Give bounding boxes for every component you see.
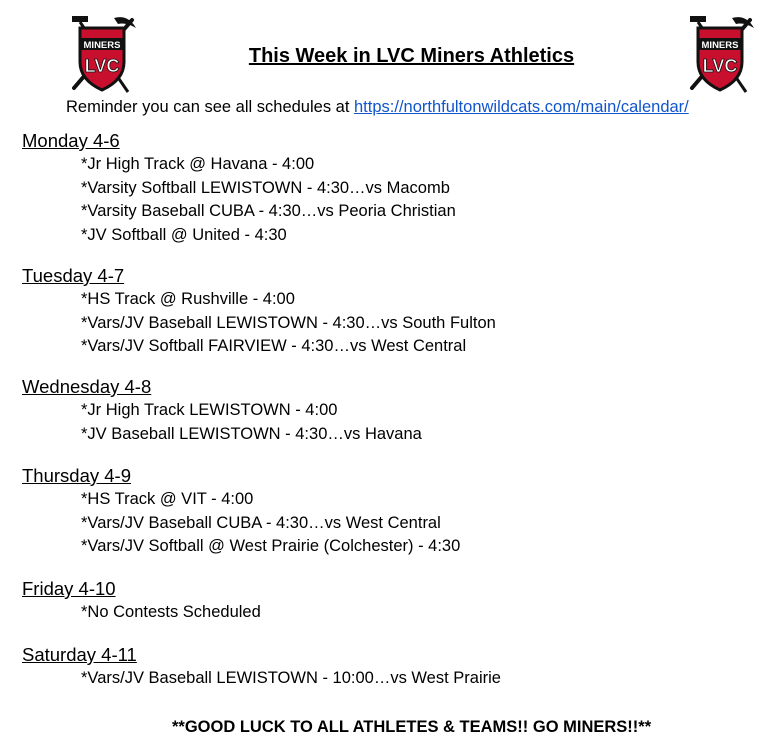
event-item: *Vars/JV Baseball LEWISTOWN - 10:00…vs West Prairie: [81, 669, 501, 687]
event-item: *JV Softball @ United - 4:30: [81, 225, 287, 244]
event-list: [22, 288, 496, 359]
reminder-text: Reminder you can see all schedules at: [66, 98, 354, 116]
day-heading: Saturday 4-11: [22, 644, 137, 665]
event-item: *Vars/JV Softball @ West Prairie (Colchester) - 4:30: [81, 537, 461, 555]
logo-miners-text: MINERS: [701, 40, 739, 51]
event-item: *Varsity Baseball CUBA - 4:30…vs Peoria Christian: [81, 202, 456, 220]
day-heading: Tuesday 4-7: [22, 265, 125, 286]
event-item: *Vars/JV Baseball CUBA - 4:30…vs West Central: [81, 513, 441, 532]
day-heading: Friday 4-10: [22, 578, 116, 599]
event-item: *Varsity Softball LEWISTOWN - 4:30…vs Macomb: [81, 178, 450, 197]
calendar-link[interactable]: https://northfultonwildcats.com/main/calendar/: [354, 98, 689, 116]
event-list: [22, 488, 460, 559]
day-section-wednesday: [22, 376, 422, 446]
event-list: [22, 667, 501, 691]
page-title: This Week in LVC Miners Athletics: [248, 45, 575, 67]
event-list: [22, 601, 261, 625]
event-item: *Vars/JV Softball FAIRVIEW - 4:30…vs West Central: [81, 337, 467, 355]
event-item: *Vars/JV Baseball LEWISTOWN - 4:30…vs South Fulton: [81, 313, 496, 332]
event-list: [22, 399, 422, 446]
day-heading: Thursday 4-9: [22, 465, 131, 486]
logo-lvc-text: LVC: [84, 56, 120, 76]
event-item: *Jr High Track LEWISTOWN - 4:00: [81, 401, 338, 419]
day-section-tuesday: [22, 265, 496, 359]
logo-lvc-text: LVC: [702, 56, 738, 76]
day-section-monday: [22, 130, 456, 247]
day-section-thursday: [22, 465, 460, 559]
day-heading: Monday 4-6: [22, 130, 120, 151]
event-item: *HS Track @ VIT - 4:00: [81, 490, 254, 508]
day-heading: Wednesday 4-8: [22, 376, 152, 397]
day-section-friday: [22, 578, 261, 625]
event-item: *No Contests Scheduled: [81, 603, 261, 621]
day-section-saturday: [22, 644, 501, 691]
event-item: *JV Baseball LEWISTOWN - 4:30…vs Havana: [81, 424, 422, 443]
good-luck-message: **GOOD LUCK TO ALL ATHLETES & TEAMS!! GO MINERS!!**: [172, 718, 652, 736]
event-item: *HS Track @ Rushville - 4:00: [81, 290, 295, 308]
logo-miners-text: MINERS: [83, 40, 121, 51]
event-list: [22, 153, 456, 247]
schedule-reminder: [66, 96, 689, 118]
event-item: *Jr High Track @ Havana - 4:00: [81, 155, 315, 173]
